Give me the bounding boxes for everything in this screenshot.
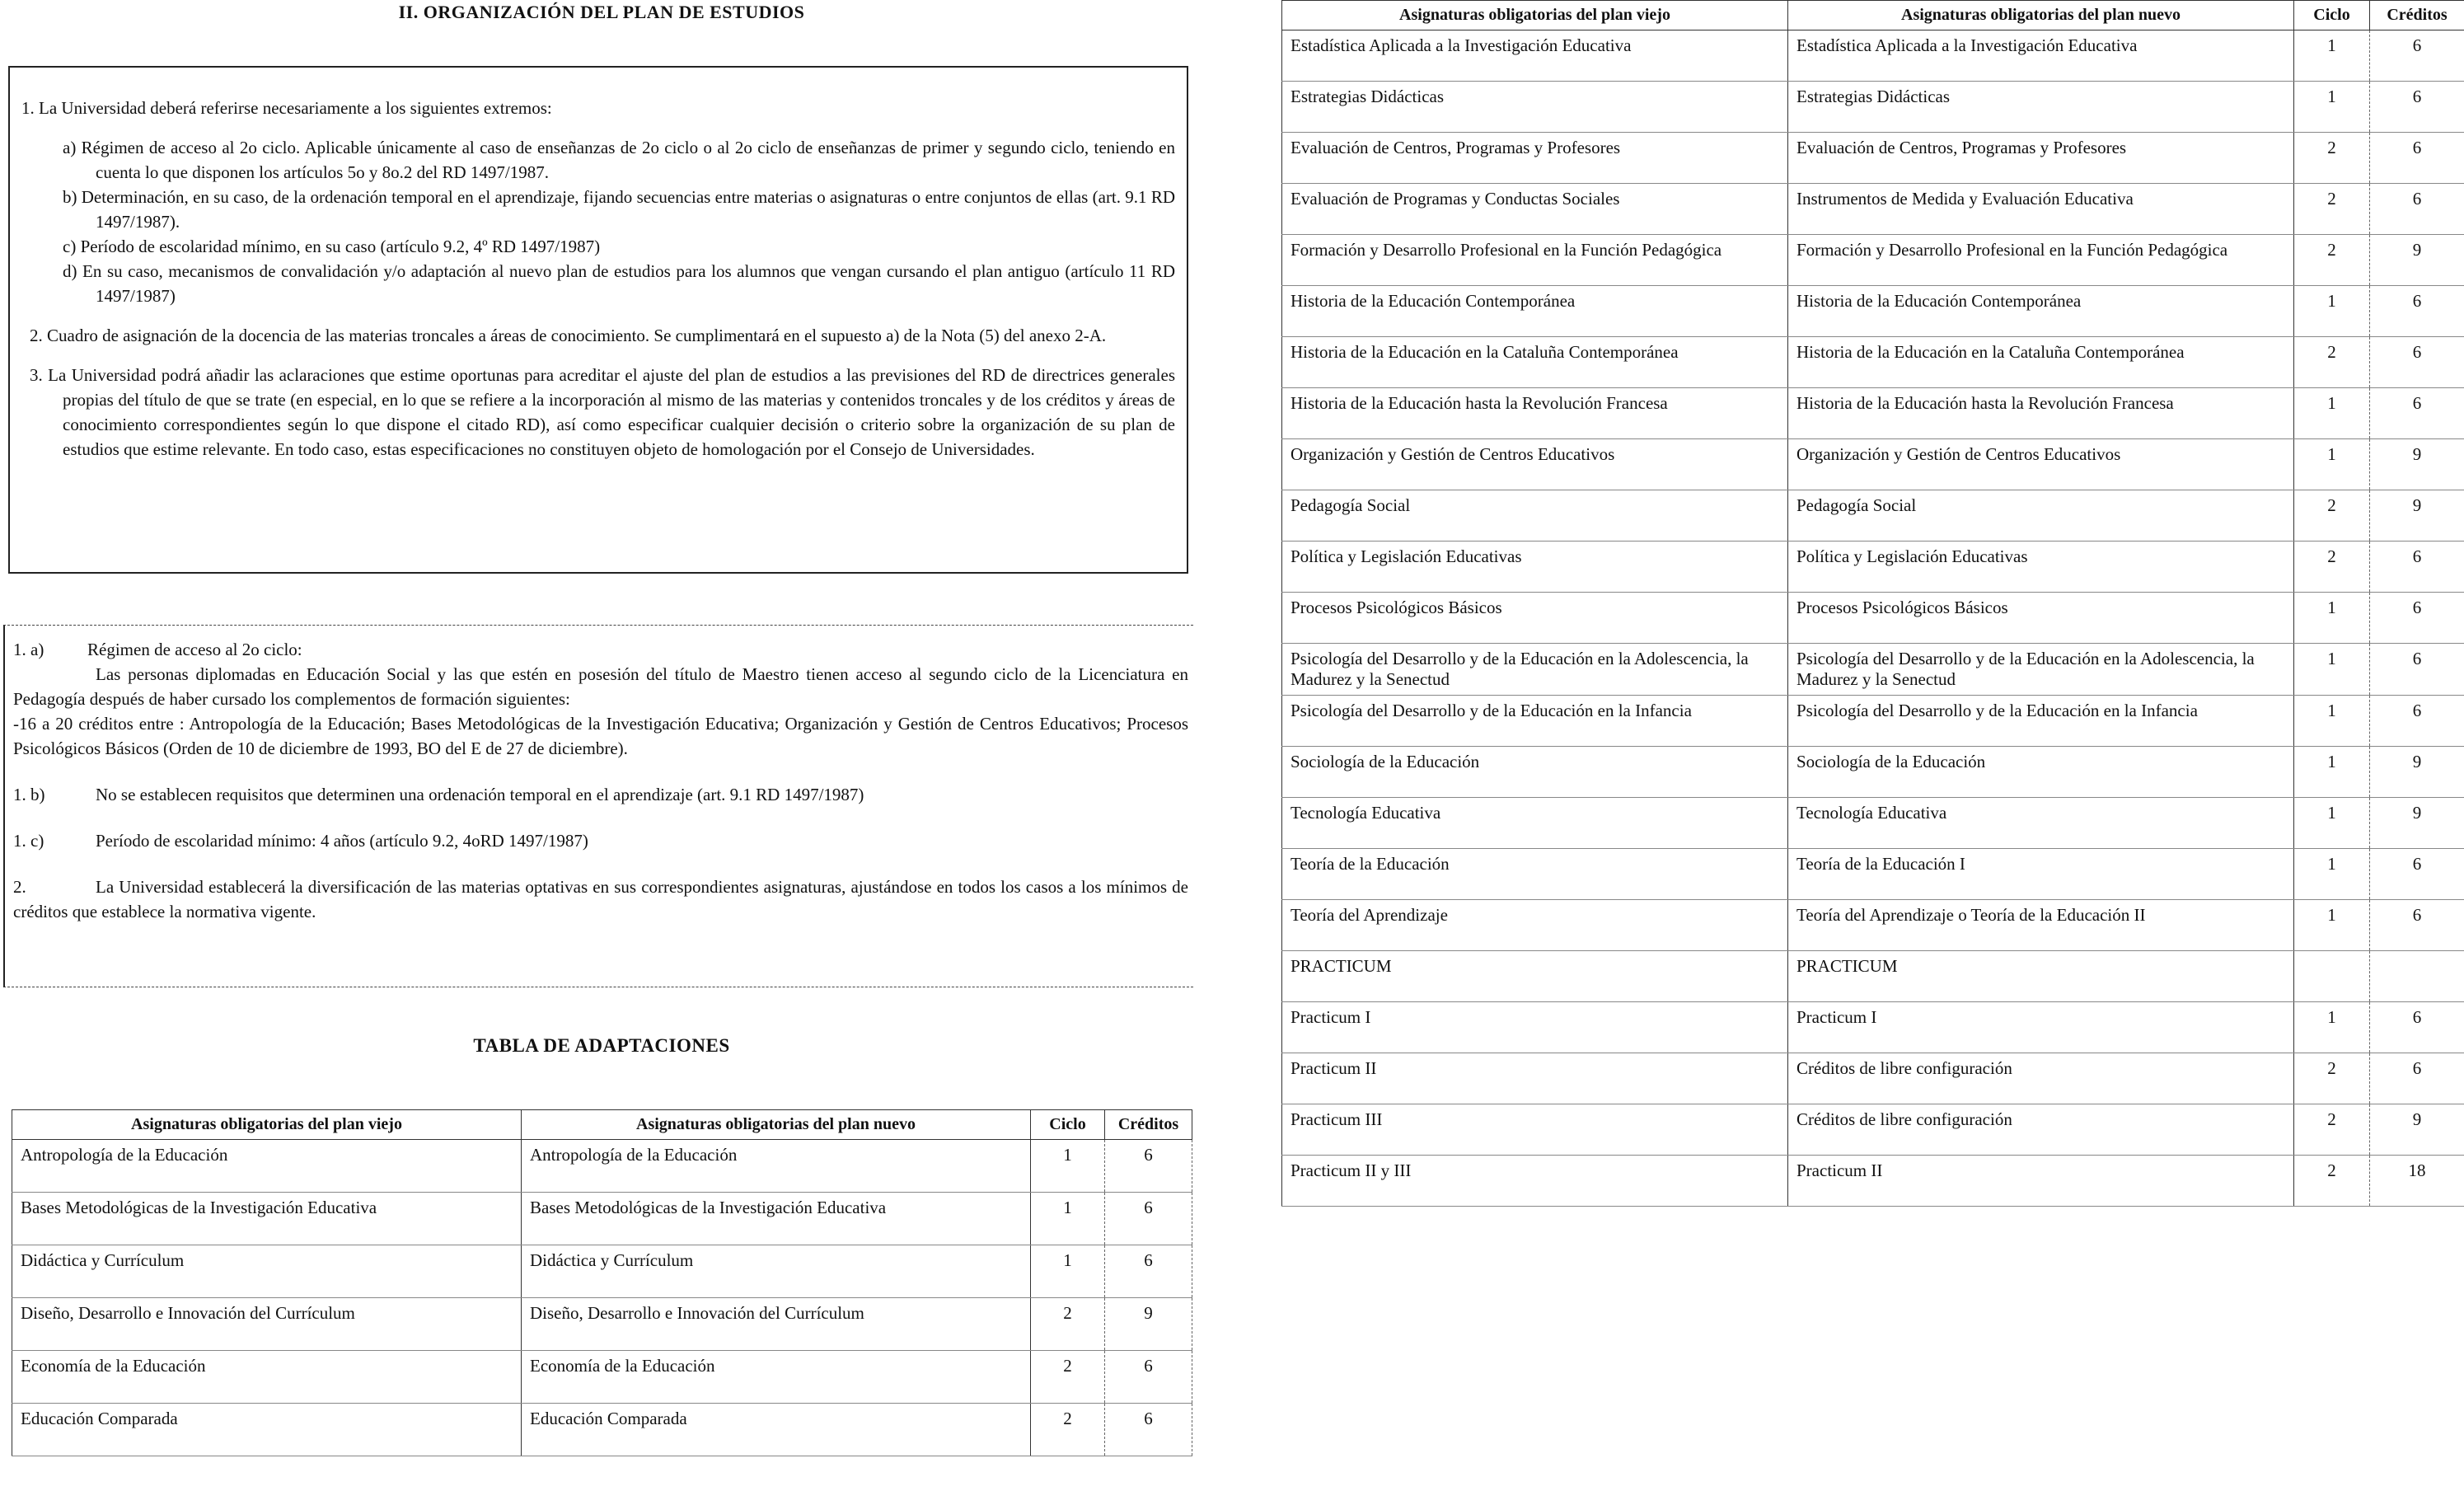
table-row — [12, 1245, 1192, 1298]
cell-ciclo: 1 — [2294, 696, 2370, 747]
cell-old-subject: Sociología de la Educación — [1282, 747, 1788, 798]
instructions-item-c: c) Período de escolaridad mínimo, en su caso (artículo 9.2, 4º RD 1497/1987) — [63, 237, 601, 256]
answer-a-text: Las personas diplomadas en Educación Social y las que estén en posesión del título de Maestro tienen acceso al segundo ciclo de la Licenciatura en Pedagogía después de haber cursado los complementos de formación siguientes: — [13, 664, 1188, 709]
cell-new-subject: Bases Metodológicas de la Investigación Educativa — [522, 1193, 1031, 1245]
cell-new-subject: PRACTICUM — [1788, 951, 2294, 1002]
cell-new-subject: Practicum I — [1788, 1002, 2294, 1053]
header-new-plan: Asignaturas obligatorias del plan nuevo — [522, 1110, 1031, 1140]
cell-creditos: 9 — [2370, 439, 2464, 490]
cell-creditos: 6 — [2370, 696, 2464, 747]
cell-old-subject: Teoría del Aprendizaje — [1282, 900, 1788, 951]
cell-ciclo: 1 — [2294, 286, 2370, 337]
cell-ciclo: 1 — [1031, 1193, 1105, 1245]
cell-creditos: 6 — [2370, 644, 2464, 696]
instructions-intro: 1. La Universidad deberá referirse necesariamente a los siguientes extremos: — [21, 98, 552, 118]
cell-creditos: 6 — [1105, 1404, 1192, 1456]
cell-old-subject: Historia de la Educación Contemporánea — [1282, 286, 1788, 337]
cell-old-subject: Psicología del Desarrollo y de la Educación en la Infancia — [1282, 696, 1788, 747]
cell-creditos: 6 — [2370, 542, 2464, 593]
cell-new-subject: Teoría del Aprendizaje o Teoría de la Educación II — [1788, 900, 2294, 951]
answer-b-text: No se establecen requisitos que determinen una ordenación temporal en el aprendizaje (art. 9.1 RD 1497/1987) — [96, 785, 864, 804]
cell-creditos: 6 — [1105, 1351, 1192, 1404]
table-row — [1282, 1104, 2464, 1156]
table-row — [12, 1298, 1192, 1351]
cell-ciclo: 1 — [2294, 849, 2370, 900]
instructions-item-3: 3. La Universidad podrá añadir las aclaraciones que estime oportunas para acreditar el ajuste del plan de estudios a las previsiones del RD de directrices generales propias del título de que se trate (en especial, en lo que se refiere a la incorporación al mismo de las materias y contenidos troncales y de los créditos y áreas de conocimiento correspondientes según lo que dispone el citado RD), así como especificar cualquier decisión o criterio sobre la organización de su plan de estudios que estime relevante. En todo caso, estas especificaciones no constituyen objeto de homologación por el Consejo de Universidades. — [30, 365, 1175, 459]
table-row — [1282, 388, 2464, 439]
answer-a-title: Régimen de acceso al 2o ciclo: — [87, 640, 302, 659]
table-row — [1282, 1002, 2464, 1053]
table-row — [1282, 900, 2464, 951]
cell-new-subject: Educación Comparada — [522, 1404, 1031, 1456]
cell-ciclo: 1 — [2294, 30, 2370, 82]
cell-old-subject: Formación y Desarrollo Profesional en la Función Pedagógica — [1282, 235, 1788, 286]
cell-old-subject: Evaluación de Programas y Conductas Sociales — [1282, 184, 1788, 235]
cell-ciclo: 1 — [1031, 1245, 1105, 1298]
instructions-item-d: d) En su caso, mecanismos de convalidación y/o adaptación al nuevo plan de estudios para los alumnos que vengan cursando el plan antiguo (artículo 11 RD 1497/1987) — [63, 261, 1175, 306]
cell-creditos: 6 — [2370, 184, 2464, 235]
cell-creditos: 6 — [2370, 593, 2464, 644]
cell-ciclo: 1 — [2294, 1002, 2370, 1053]
cell-ciclo: 1 — [1031, 1140, 1105, 1193]
cell-old-subject: Psicología del Desarrollo y de la Educación en la Adolescencia, la Madurez y la Senectud — [1282, 644, 1788, 696]
cell-old-subject: Organización y Gestión de Centros Educativos — [1282, 439, 1788, 490]
cell-old-subject: Educación Comparada — [12, 1404, 522, 1456]
table-body-left — [12, 1140, 1192, 1456]
cell-ciclo: 1 — [2294, 439, 2370, 490]
instructions-box — [8, 66, 1188, 574]
cell-creditos: 6 — [2370, 133, 2464, 184]
cell-old-subject: Estrategias Didácticas — [1282, 82, 1788, 133]
cell-new-subject: Sociología de la Educación — [1788, 747, 2294, 798]
instructions-item-2: 2. Cuadro de asignación de la docencia de las materias troncales a áreas de conocimiento. Se cumplimentará en el supuesto a) de la Nota (5) del anexo 2-A. — [30, 326, 1107, 345]
table-row — [12, 1140, 1192, 1193]
cell-ciclo: 2 — [2294, 337, 2370, 388]
answer-b — [13, 782, 1188, 807]
table-row — [1282, 696, 2464, 747]
cell-new-subject: Antropología de la Educación — [522, 1140, 1031, 1193]
cell-new-subject: Economía de la Educación — [522, 1351, 1031, 1404]
cell-old-subject: Antropología de la Educación — [12, 1140, 522, 1193]
header-old-plan: Asignaturas obligatorias del plan viejo — [1282, 1, 1788, 30]
cell-new-subject: Instrumentos de Medida y Evaluación Educativa — [1788, 184, 2294, 235]
cell-creditos: 6 — [2370, 30, 2464, 82]
answer-2 — [13, 874, 1188, 924]
cell-new-subject: Didáctica y Currículum — [522, 1245, 1031, 1298]
cell-creditos: 9 — [1105, 1298, 1192, 1351]
answer-c — [13, 828, 1188, 853]
answer-a-heading — [13, 637, 1188, 662]
answer-a-credits: -16 a 20 créditos entre : Antropología de la Educación; Bases Metodológicas de la Investigación Educativa; Organización y Gestión de Centros Educativos; Procesos Psicológicos Básicos (Orden de 10 de diciembre de 1993, BO del E de 27 de diciembre). — [13, 714, 1188, 758]
table-row — [12, 1193, 1192, 1245]
cell-ciclo: 1 — [2294, 900, 2370, 951]
cell-creditos: 6 — [1105, 1140, 1192, 1193]
cell-ciclo: 2 — [1031, 1404, 1105, 1456]
table-row — [1282, 439, 2464, 490]
cell-new-subject: Psicología del Desarrollo y de la Educación en la Infancia — [1788, 696, 2294, 747]
table-header-row — [1282, 1, 2464, 30]
cell-old-subject: Procesos Psicológicos Básicos — [1282, 593, 1788, 644]
cell-new-subject: Historia de la Educación hasta la Revolución Francesa — [1788, 388, 2294, 439]
table-row — [1282, 1156, 2464, 1207]
adaptation-table-left — [12, 1109, 1192, 1456]
cell-new-subject: Créditos de libre configuración — [1788, 1104, 2294, 1156]
cell-old-subject: Economía de la Educación — [12, 1351, 522, 1404]
cell-old-subject: Bases Metodológicas de la Investigación Educativa — [12, 1193, 522, 1245]
instructions-item-b: b) Determinación, en su caso, de la ordenación temporal en el aprendizaje, fijando secuencias entre materias o asignaturas o entre conjuntos de ellas (art. 9.1 RD 1497/1987). — [63, 187, 1175, 232]
table-row — [1282, 235, 2464, 286]
cell-ciclo: 1 — [2294, 388, 2370, 439]
cell-ciclo: 2 — [2294, 1156, 2370, 1207]
header-creditos: Créditos — [1105, 1110, 1192, 1140]
cell-old-subject: Teoría de la Educación — [1282, 849, 1788, 900]
header-new-plan: Asignaturas obligatorias del plan nuevo — [1788, 1, 2294, 30]
cell-new-subject: Créditos de libre configuración — [1788, 1053, 2294, 1104]
header-ciclo: Ciclo — [1031, 1110, 1105, 1140]
instructions-item-a: a) Régimen de acceso al 2o ciclo. Aplicable únicamente al caso de enseñanzas de 2o ciclo o al 2o ciclo de enseñanzas de primer y segundo ciclo, teniendo en cuenta lo que disponen los artículos 5o y 8o.2 del RD 1497/1987. — [63, 138, 1175, 182]
cell-creditos: 6 — [2370, 286, 2464, 337]
header-creditos: Créditos — [2370, 1, 2464, 30]
cell-old-subject: Pedagogía Social — [1282, 490, 1788, 542]
section-title: II. ORGANIZACIÓN DEL PLAN DE ESTUDIOS — [398, 2, 805, 22]
table-header-row — [12, 1110, 1192, 1140]
cell-creditos: 9 — [2370, 798, 2464, 849]
cell-old-subject: Tecnología Educativa — [1282, 798, 1788, 849]
table-title: TABLA DE ADAPTACIONES — [473, 1035, 730, 1056]
cell-creditos: 6 — [2370, 337, 2464, 388]
cell-creditos: 9 — [2370, 490, 2464, 542]
cell-ciclo: 1 — [2294, 747, 2370, 798]
answer-a-label: 1. a) — [13, 640, 45, 659]
cell-ciclo: 2 — [2294, 1104, 2370, 1156]
cell-ciclo: 2 — [1031, 1298, 1105, 1351]
cell-ciclo: 2 — [2294, 184, 2370, 235]
cell-creditos: 6 — [2370, 900, 2464, 951]
cell-creditos: 6 — [2370, 388, 2464, 439]
table-row — [1282, 951, 2464, 1002]
cell-old-subject: Diseño, Desarrollo e Innovación del Currículum — [12, 1298, 522, 1351]
answer-2-text: La Universidad establecerá la diversificación de las materias optativas en sus correspondientes asignaturas, ajustándose en todos los casos a los mínimos de créditos que establece la normativa vigente. — [13, 877, 1188, 921]
cell-creditos: 18 — [2370, 1156, 2464, 1207]
cell-new-subject: Tecnología Educativa — [1788, 798, 2294, 849]
cell-old-subject: Practicum II — [1282, 1053, 1788, 1104]
cell-ciclo: 2 — [2294, 490, 2370, 542]
cell-old-subject: Estadística Aplicada a la Investigación Educativa — [1282, 30, 1788, 82]
cell-ciclo: 2 — [2294, 133, 2370, 184]
cell-ciclo: 2 — [1031, 1351, 1105, 1404]
cell-new-subject: Historia de la Educación en la Cataluña Contemporánea — [1788, 337, 2294, 388]
cell-ciclo: 2 — [2294, 1053, 2370, 1104]
cell-ciclo — [2294, 951, 2370, 1002]
cell-new-subject: Política y Legislación Educativas — [1788, 542, 2294, 593]
cell-creditos: 6 — [1105, 1193, 1192, 1245]
cell-new-subject: Evaluación de Centros, Programas y Profesores — [1788, 133, 2294, 184]
header-ciclo: Ciclo — [2294, 1, 2370, 30]
cell-ciclo: 1 — [2294, 593, 2370, 644]
cell-new-subject: Practicum II — [1788, 1156, 2294, 1207]
cell-new-subject: Pedagogía Social — [1788, 490, 2294, 542]
answer-b-label: 1. b) — [13, 785, 45, 804]
cell-new-subject: Psicología del Desarrollo y de la Educación en la Adolescencia, la Madurez y la Senectud — [1788, 644, 2294, 696]
cell-old-subject: PRACTICUM — [1282, 951, 1788, 1002]
cell-old-subject: Evaluación de Centros, Programas y Profesores — [1282, 133, 1788, 184]
answer-c-text: Período de escolaridad mínimo: 4 años (artículo 9.2, 4oRD 1497/1987) — [96, 831, 588, 851]
cell-new-subject: Estrategias Didácticas — [1788, 82, 2294, 133]
cell-new-subject: Organización y Gestión de Centros Educativos — [1788, 439, 2294, 490]
cell-creditos: 6 — [1105, 1245, 1192, 1298]
cell-creditos: 9 — [2370, 235, 2464, 286]
cell-creditos: 6 — [2370, 1053, 2464, 1104]
table-row — [1282, 286, 2464, 337]
cell-new-subject: Procesos Psicológicos Básicos — [1788, 593, 2294, 644]
cell-creditos: 6 — [2370, 849, 2464, 900]
cell-new-subject: Diseño, Desarrollo e Innovación del Currículum — [522, 1298, 1031, 1351]
table-row — [1282, 133, 2464, 184]
cell-old-subject: Practicum I — [1282, 1002, 1788, 1053]
cell-ciclo: 1 — [2294, 798, 2370, 849]
answers-box — [3, 625, 1193, 987]
table-row — [1282, 593, 2464, 644]
cell-old-subject: Practicum III — [1282, 1104, 1788, 1156]
answer-2-label: 2. — [13, 877, 26, 897]
cell-old-subject: Practicum II y III — [1282, 1156, 1788, 1207]
cell-ciclo: 1 — [2294, 82, 2370, 133]
cell-creditos: 9 — [2370, 1104, 2464, 1156]
table-row — [1282, 82, 2464, 133]
cell-creditos: 6 — [2370, 82, 2464, 133]
cell-new-subject: Teoría de la Educación I — [1788, 849, 2294, 900]
table-body-right — [1282, 30, 2464, 1207]
table-row — [1282, 542, 2464, 593]
table-row — [1282, 798, 2464, 849]
table-row — [1282, 184, 2464, 235]
table-row — [12, 1351, 1192, 1404]
cell-ciclo: 2 — [2294, 542, 2370, 593]
cell-ciclo: 1 — [2294, 644, 2370, 696]
table-row — [12, 1404, 1192, 1456]
table-row — [1282, 644, 2464, 696]
cell-creditos: 9 — [2370, 747, 2464, 798]
cell-ciclo: 2 — [2294, 235, 2370, 286]
table-row — [1282, 490, 2464, 542]
table-row — [1282, 1053, 2464, 1104]
cell-creditos — [2370, 951, 2464, 1002]
cell-new-subject: Historia de la Educación Contemporánea — [1788, 286, 2294, 337]
table-row — [1282, 849, 2464, 900]
cell-old-subject: Historia de la Educación en la Cataluña Contemporánea — [1282, 337, 1788, 388]
answer-c-label: 1. c) — [13, 831, 45, 851]
cell-creditos: 6 — [2370, 1002, 2464, 1053]
header-old-plan: Asignaturas obligatorias del plan viejo — [12, 1110, 522, 1140]
table-row — [1282, 747, 2464, 798]
table-row — [1282, 337, 2464, 388]
cell-new-subject: Formación y Desarrollo Profesional en la Función Pedagógica — [1788, 235, 2294, 286]
cell-old-subject: Didáctica y Currículum — [12, 1245, 522, 1298]
cell-old-subject: Política y Legislación Educativas — [1282, 542, 1788, 593]
adaptation-table-right — [1281, 0, 2464, 1207]
cell-old-subject: Historia de la Educación hasta la Revolución Francesa — [1282, 388, 1788, 439]
table-row — [1282, 30, 2464, 82]
cell-new-subject: Estadística Aplicada a la Investigación Educativa — [1788, 30, 2294, 82]
